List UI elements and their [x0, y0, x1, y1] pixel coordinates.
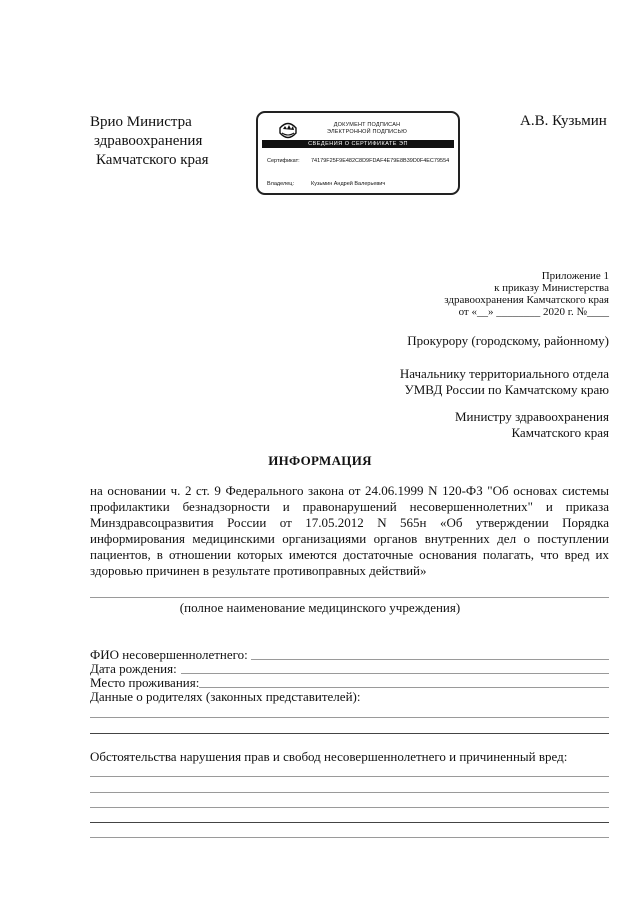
- institution-blank-line[interactable]: [90, 597, 609, 598]
- appendix-line: к приказу Министерства: [494, 282, 609, 294]
- appendix-line: от «__» ________ 2020 г. №____: [458, 306, 609, 318]
- signer-title-line: Врио Министра: [90, 114, 192, 130]
- e-signature-stamp: [256, 111, 460, 195]
- addressee-line: Министру здравоохранения: [454, 409, 609, 424]
- residence-label: Место проживания:: [90, 675, 200, 690]
- dob-input-line[interactable]: [181, 673, 609, 674]
- appendix-note: [444, 270, 609, 318]
- stamp-cert-row: [267, 158, 449, 164]
- signer-name: А.В. Кузьмин: [520, 113, 607, 129]
- appendix-line: здравоохранения Камчатского края: [444, 294, 609, 306]
- appendix-line: Приложение 1: [541, 270, 609, 282]
- institution-caption: (полное наименование медицинского учреждения): [179, 600, 461, 615]
- addressee-minister: [455, 409, 609, 441]
- parents-input-line[interactable]: [90, 717, 609, 718]
- parents-input-line[interactable]: [90, 733, 609, 734]
- stamp-line-2: ЭЛЕКТРОННОЙ ПОДПИСЬЮ: [326, 129, 408, 135]
- addressee-line: Прокурору (городскому, районному): [407, 333, 609, 348]
- addressee-prosecutor: [407, 333, 609, 349]
- circumstances-input-line[interactable]: [90, 837, 609, 838]
- circumstances-input-line[interactable]: [90, 807, 609, 808]
- stamp-line-1: ДОКУМЕНТ ПОДПИСАН: [333, 122, 401, 128]
- signer-title-line: здравоохранения: [94, 133, 203, 149]
- stamp-cert-value: 74179F25F9E482C8D9FDAF4E79E8B39D0F4EC79554: [311, 158, 450, 164]
- addressee-line: Камчатского края: [511, 425, 609, 440]
- dob-label: Дата рождения:: [90, 661, 177, 676]
- fio-label: ФИО несовершеннолетнего:: [90, 647, 248, 662]
- fio-input-line[interactable]: [251, 659, 609, 660]
- stamp-owner-label: Владелец:: [267, 181, 294, 187]
- stamp-owner-row: [267, 181, 385, 187]
- circumstances-input-line[interactable]: [90, 822, 609, 823]
- document-title: ИНФОРМАЦИЯ: [268, 453, 372, 468]
- legal-basis-paragraph: на основании ч. 2 ст. 9 Федерального закона от 24.06.1999 N 120-ФЗ "Об основах системы профилактики безнадзорности и правонарушений несовершеннолетних" и приказа Минздравсоцразвития России от 17.05.2012 N 565н «Об утверждении Порядка информирования медицинскими организациями органов внутренних дел о поступлении пациентов, в отношении которых имеются достаточные основания полагать, что вред их здоровью причинен в результате противоправных действий»: [90, 483, 609, 578]
- addressee-line: УМВД России по Камчатскому краю: [404, 382, 609, 397]
- stamp-owner-value: Кузьмин Андрей Валерьевич: [311, 181, 386, 187]
- circumstances-input-line[interactable]: [90, 776, 609, 777]
- parents-label: Данные о родителях (законных представителей):: [90, 689, 361, 704]
- addressee-line: Начальнику территориального отдела: [399, 366, 609, 381]
- addressee-police: [400, 366, 609, 398]
- stamp-cert-label: Сертификат:: [267, 158, 300, 164]
- signer-title-line: Камчатского края: [96, 152, 209, 168]
- circumstances-label: Обстоятельства нарушения прав и свобод несовершеннолетнего и причиненный вред:: [90, 749, 568, 764]
- stamp-header: СВЕДЕНИЯ О СЕРТИФИКАТЕ ЭП: [262, 140, 454, 148]
- circumstances-input-line[interactable]: [90, 792, 609, 793]
- signer-title: [90, 113, 209, 170]
- residence-input-line[interactable]: [199, 687, 609, 688]
